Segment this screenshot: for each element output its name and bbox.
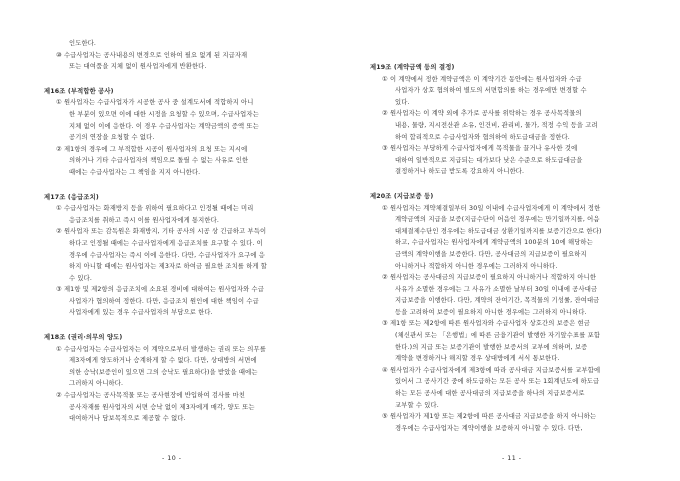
text-line: 하는 모든 공사에 대한 공사대금의 지급보증을 하나의 지급보증서로 — [395, 390, 585, 398]
article-heading: 제18조 (권리·의무의 양도) — [44, 334, 123, 342]
clause-line: ② 원사업자 또는 감독원은 화재방지, 기타 공사의 시공 상 긴급하고 부득이 — [56, 228, 267, 236]
clause-line: ② 제1항의 경우에 그 부적합한 시공이 원사업자의 요청 또는 지시에 — [56, 145, 248, 153]
text-line: 대체결제수단인 경우에는 하도급대금 상환기일까지를 보증기간으로 한다) — [395, 227, 602, 235]
text-line: 경우에는 수급사업자는 계약이행을 보증하지 아니할 수 있다. 다만, — [395, 424, 583, 432]
clause-line: ② 원사업자는 이 계약 외에 추가로 공사를 위탁하는 경우 공사목적물의 — [382, 110, 582, 118]
text-line: 있다. — [395, 98, 410, 106]
clause-line: ③ 제1항 및 제2항의 응급조치에 소요된 경비에 대하여는 원사업자와 수급 — [56, 286, 264, 294]
text-line: 수 있다. — [69, 274, 93, 282]
clause-line: ⑤ 원사업자가 제1항 또는 제2항에 따른 공사대금 지급보증을 하지 아니하는 — [382, 413, 597, 421]
text-line: 등을 고려하여 보증이 필요하지 아니한 경우에는 그러하지 아니하다. — [395, 308, 587, 316]
text-line: 하여 합리적으로 수급사업자와 협의하여 하도급대금을 정한다. — [395, 133, 570, 141]
text-line: 사업자가 상호 협의하여 별도의 서면합의를 하는 경우에만 변경할 수 — [395, 87, 587, 95]
paragraph-gap — [370, 178, 656, 185]
text-line: 인도한다. — [69, 40, 97, 47]
text-line: 공기의 연장을 요청할 수 없다. — [69, 134, 155, 142]
text-line: 계약을 변경하거나 해지할 경우 상대방에게 서식 통보한다. — [395, 355, 560, 363]
text-line: 때에는 수급사업자는 그 책임을 지지 아니한다. — [69, 168, 201, 176]
clause-line: ① 수급사업자는 수급사업자는 이 계약으로부터 발생하는 권리 또는 의무를 — [56, 345, 266, 353]
clause-line: ③ 원사업자는 부당하게 수급사업자에게 목적물을 끌거나 유사한 것에 — [382, 145, 578, 153]
clause-line: ② 원사업자는 공사대금의 지급보증이 필요하지 아니하거나 적합하지 아니한 — [382, 274, 597, 282]
text-line: 아니하거나 적합하지 아니한 경우에는 그러하지 아니하다. — [395, 262, 558, 270]
clause-line: ④ 원사업자가 수급사업자에게 제3항에 따라 공사대금 지급보증서를 교부함에 — [382, 366, 601, 374]
text-line: 하다고 인정될 때에는 수급사업자에게 응급조치를 요구할 수 있다. 이 — [69, 239, 263, 247]
text-line: 또는 대여품을 지체 없이 원사업자에게 반환한다. — [69, 63, 207, 71]
text-line: 내용, 물량, 지시전산관 소유, 인건비, 관리비, 물가, 적정 수익 등을 고려 — [395, 121, 598, 129]
clause-line: ① 원사업자는 수급사업자가 시공한 공사 중 설계도서에 적합하지 아니 — [56, 99, 254, 107]
text-line: 공사자재를 원사업자의 서면 승낙 없이 제3자에게 매각, 양도 또는 — [69, 403, 255, 411]
text-line: 한다.)의 지급 또는 보증기관이 발행한 보증서의 교부에 의하며, 보증 — [395, 343, 588, 351]
paragraph-gap — [44, 319, 316, 326]
article-heading: 제19조 (계약금액 등의 결정) — [370, 64, 455, 71]
text-line: 의하거나 기타 수급사업자의 책임으로 돌릴 수 없는 사유로 인한 — [69, 157, 249, 165]
text-line: 결정하거나 하도급 받도록 강요하지 아니한다. — [395, 168, 525, 176]
right-page — [340, 0, 680, 481]
text-line: 대하여 일반적으로 지급되는 대가보다 낮은 수준으로 하도급대금을 — [395, 156, 583, 164]
text-line: 사유가 소멸한 경우에는 그 사유가 소멸한 날부터 30일 이내에 공사대금 — [395, 285, 598, 293]
text-line: 응급조치를 취하고 즉시 이를 원사업자에게 통지한다. — [69, 216, 220, 224]
text-line: 하지 아니할 때에는 원사업자는 제3자로 하여금 필요한 조치를 하게 할 — [69, 263, 268, 271]
text-line: 경우에 수급사업자는 즉시 이에 응한다. 다만, 수급사업자가 요구에 응 — [69, 251, 266, 259]
paragraph-gap — [44, 179, 316, 186]
text-line: 그러하지 아니하다. — [69, 380, 124, 388]
paragraph-gap — [44, 73, 316, 80]
article-heading: 제17조 (응급조치) — [44, 193, 99, 201]
clause-line: ⑩ 수급사업자는 공사내용의 변경으로 인하여 필요 없게 된 지급자재 — [56, 51, 248, 59]
text-line: 사업자에게 있는 경우 수급사업자의 부담으로 한다. — [69, 309, 213, 317]
text-line: 의한 승낙(보증인이 있으면 그의 승낙도 필요하다)을 받았을 때에는 — [69, 368, 258, 376]
text-line: 지급보증을 이행한다. 다만, 계약의 잔여기간, 목적물의 기성률, 잔여대금 — [395, 297, 600, 305]
text-line: 사업자가 협의하여 정한다. 다만, 응급조치 원인에 대한 책임이 수급 — [69, 297, 259, 305]
text-line: 계약금액의 지급을 보증(지급수단이 어음인 경우에는 만기일까지를, 어음 — [395, 216, 600, 224]
page-number-right: - 11 - — [502, 455, 522, 462]
article-heading: 제16조 (부적합한 공사) — [44, 87, 114, 95]
clause-line: ① 원사업자는 계약체결일부터 30일 이내에 수급사업자에게 이 계약에서 정한 — [382, 204, 601, 212]
text-line: 한 부분이 있으면 이에 대한 시정을 요청할 수 있으며, 수급사업자는 — [69, 110, 259, 118]
clause-line: ② 수급사업자는 공사목적물 또는 공사현장에 반입하여 검사를 마친 — [56, 392, 246, 400]
page-number-left: - 10 - — [162, 455, 182, 462]
article-heading: 제20조 (지급보증 등) — [370, 192, 434, 200]
text-line: 교부할 수 있다. — [395, 401, 439, 409]
clause-line: ① 이 계약에서 정한 계약금액은 이 계약기간 동안에는 원사업자와 수급 — [382, 75, 582, 83]
text-line: 있어서 그 공사기간 중에 하도급하는 모든 공사 또는 1회계년도에 하도급 — [395, 378, 600, 386]
clause-line: ① 수급사업자는 화재방지 등을 위하여 필요하다고 인정될 때에는 미리 — [56, 205, 254, 213]
text-line: (체신관서 또는 「은행법」에 따른 금융기관이 발행한 자기앞수표를 포함 — [395, 332, 601, 340]
text-line: 금액의 계약이행을 보증한다. 다만, 공사대금의 지급보증이 필요하지 — [395, 250, 587, 258]
text-line: 제3자에게 양도하거나 승계하게 할 수 없다. 다만, 상대방의 서면에 — [69, 357, 257, 365]
clause-line: ③ 제1항 또는 제2항에 따른 원사업자와 수급사업자 상호간의 보증은 현금 — [382, 320, 590, 328]
text-line: 지체 없이 이에 응한다. 이 경우 수급사업자는 계약금액의 증액 또는 — [69, 122, 259, 130]
text-line: 대여하거나 담보목적으로 제공할 수 없다. — [69, 415, 186, 423]
text-line: 하고, 수급사업자는 원사업자에게 계약금액의 100분의 10에 해당하는 — [395, 239, 593, 247]
